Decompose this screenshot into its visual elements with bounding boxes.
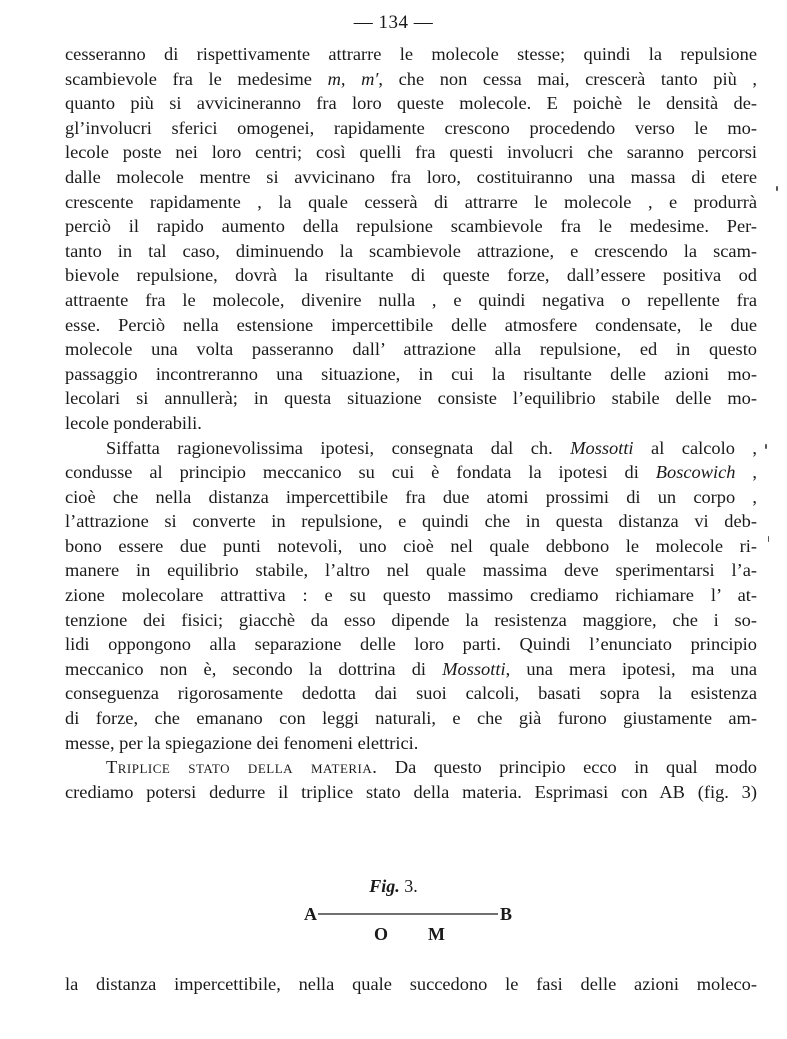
text-line: gl’involucri sferici omogenei, rapidamente crescono procedendo verso le mo-: [65, 117, 757, 138]
figure-caption: [0, 876, 787, 897]
text-line: zione molecolare attrattiva : e su questo massimo crediamo richiamare l’ at-: [65, 585, 757, 606]
paragraph-1: [65, 42, 757, 436]
scan-speck: [768, 536, 769, 542]
text-line: lecole poste nei loro centri; così quelli fra questi involucri che saranno percorsi: [65, 142, 757, 163]
text-span: , che non cessa mai, crescerà tanto più ,: [378, 68, 757, 89]
text-line: [65, 67, 757, 92]
text-line: passaggio incontreranno una situazione, in cui la risultante delle azioni mo-: [65, 363, 757, 384]
point-label-o: O: [374, 924, 389, 944]
symbol-m: m, m′: [327, 68, 379, 89]
text-line: la distanza impercettibile, nella quale succedono le fasi delle azioni moleco-: [65, 974, 757, 994]
text-span: ,: [735, 462, 757, 483]
text-span: scambievole fra le medesime: [65, 68, 328, 89]
author-name: Mossotti: [570, 437, 634, 458]
text-line: l’attrazione si converte in repulsione, e quindi che in questa distanza vi deb-: [65, 511, 757, 532]
text-line: crediamo potersi dedurre il triplice stato della materia. Esprimasi con AB (fig. 3): [65, 781, 757, 802]
text-line: [65, 657, 757, 682]
text-line: cioè che nella distanza impercettibile fra due atomi prossimi di un corpo ,: [65, 486, 757, 507]
text-line: [65, 755, 757, 780]
text-line: lecole ponderabili.: [65, 412, 202, 433]
point-label-a: A: [304, 904, 317, 924]
text-span: , una mera ipotesi, ma una: [505, 658, 757, 679]
text-span: condusse al principio meccanico su cui è fondata la ipotesi di: [65, 462, 656, 483]
author-name: Mossotti: [442, 658, 506, 679]
text-line: tanto in tal caso, diminuendo la scambievole attrazione, e crescendo la scam-: [65, 240, 757, 261]
text-line: crescente rapidamente , la quale cesserà di attrarre le molecole , e produrrà: [65, 191, 757, 212]
text-line: bono essere due punti notevoli, uno cioè nel quale debbono le molecole ri-: [65, 535, 757, 556]
text-line: lidi oppongono alla separazione delle loro parti. Quindi l’enunciato principio: [65, 634, 757, 655]
text-span: Da questo principio ecco in qual modo: [377, 757, 757, 778]
text-span: Siffatta ragionevolissima ipotesi, consegnata dal ch.: [106, 437, 571, 458]
text-span: al calcolo ,: [633, 437, 757, 458]
figure-caption-number: 3.: [399, 876, 418, 896]
point-label-m: M: [428, 924, 445, 944]
line-segment-diagram: [300, 896, 520, 946]
scan-speck: [776, 186, 778, 191]
text-span: meccanico non è, secondo la dottrina di: [65, 658, 443, 679]
text-line: molecole una volta passeranno dall’ attrazione alla repulsione, ed in questo: [65, 339, 757, 360]
section-heading: Triplice stato della materia.: [106, 757, 378, 778]
text-line: bievole repulsione, dovrà la risultante di queste forze, dall’essere positiva od: [65, 265, 757, 286]
text-line: manere in equilibrio stabile, l’altro nel quale massima deve sperimentarsi l’a-: [65, 560, 757, 581]
text-line: conseguenza rigorosamente dedotta dai suoi calcoli, basati sopra la esistenza: [65, 683, 757, 704]
text-line: dalle molecole mentre si avvicinano fra loro, costituiranno una massa di etere: [65, 166, 757, 187]
paragraph-3: [65, 755, 757, 804]
text-line: cesseranno di rispettivamente attrarre le molecole stesse; quindi la repulsione: [65, 44, 757, 64]
page-number: — 134 —: [353, 12, 434, 33]
scan-speck: [765, 444, 767, 449]
text-line: lecolari si annullerà; in questa situazione consiste l’equilibrio stabile delle mo-: [65, 388, 757, 409]
figure-caption-label: Fig.: [369, 876, 400, 896]
text-line: esse. Perciò nella estensione impercettibile delle atmosfere condensate, le due: [65, 314, 757, 335]
text-line: [65, 436, 757, 461]
text-line: perciò il rapido aumento della repulsione scambievole fra le medesime. Per-: [65, 216, 757, 237]
figure-3: [0, 876, 787, 946]
paragraph-4: [65, 972, 757, 997]
body-text: [65, 42, 757, 804]
text-line: [65, 460, 757, 485]
text-line: attraente fra le molecole, divenire nulla , e quindi negativa o repellente fra: [65, 289, 757, 310]
text-line: di forze, che emanano con leggi naturali, e che già furono giustamente am-: [65, 708, 757, 729]
paragraph-2: [65, 436, 757, 756]
text-line: quanto più si avvicineranno fra loro queste molecole. E poichè le densità de-: [65, 93, 757, 114]
text-line: messe, per la spiegazione dei fenomeni elettrici.: [65, 732, 419, 753]
text-line: tenzione dei fisici; giacchè da esso dipende la resistenza maggiore, che i so-: [65, 609, 757, 630]
author-name: Boscowich: [655, 462, 736, 483]
point-label-b: B: [500, 904, 513, 924]
